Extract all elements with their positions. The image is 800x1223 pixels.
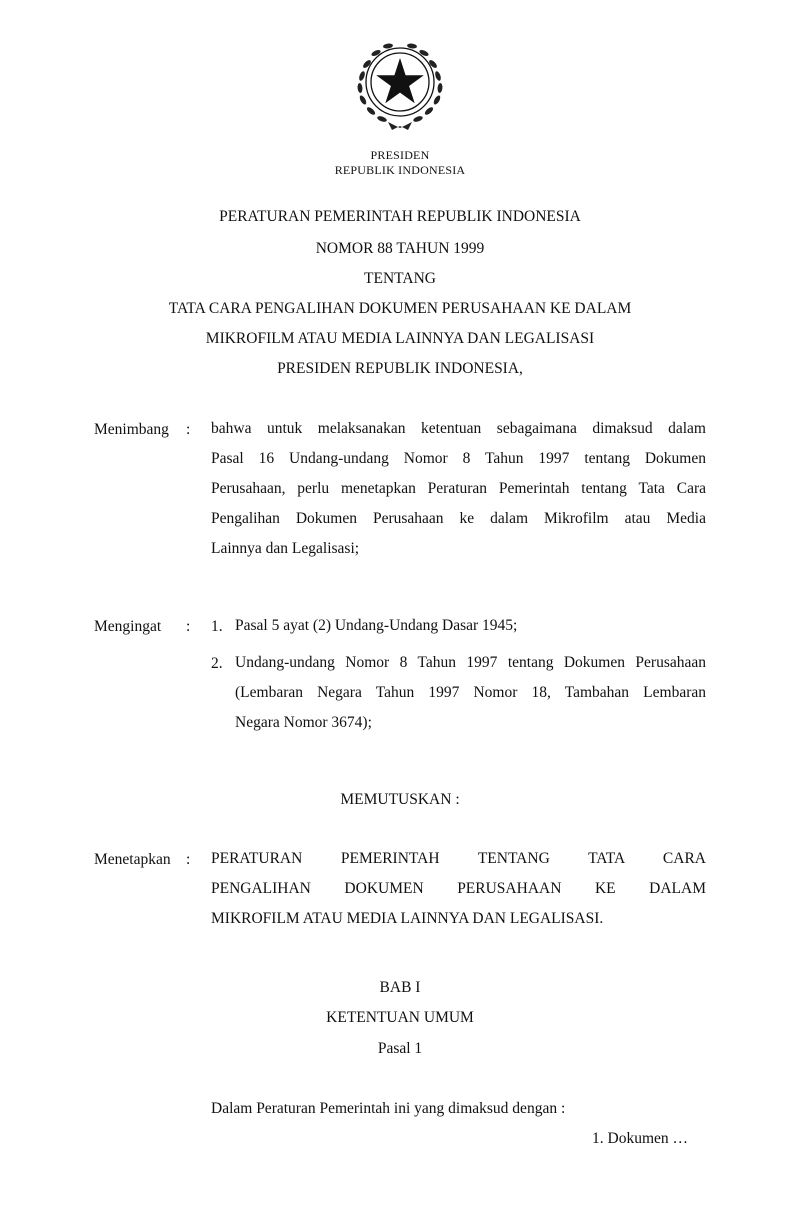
mengingat-item-number: 2. — [211, 655, 223, 672]
menetapkan-text — [211, 844, 706, 934]
article-heading: Pasal 1 — [377, 1040, 423, 1057]
menimbang-text — [211, 414, 706, 564]
header-republik-indonesia: REPUBLIK INDONESIA — [334, 163, 466, 177]
mengingat-item-line: Negara Nomor 3674); — [235, 714, 372, 731]
menimbang-line: Pasal 16 Undang-undang Nomor 8 Tahun 1997 tentang Dokumen — [211, 450, 706, 467]
definitions-intro: Dalam Peraturan Pemerintah ini yang dimaksud dengan : — [211, 1100, 566, 1117]
garuda-seal-icon — [348, 36, 452, 134]
regulation-title: PERATURAN PEMERINTAH REPUBLIK INDONESIA — [219, 208, 581, 225]
menimbang-label: Menimbang — [94, 421, 169, 438]
menimbang-colon: : — [186, 421, 191, 438]
mengingat-item — [235, 611, 706, 641]
menetapkan-line: PENGALIHAN DOKUMEN PERUSAHAAN KE DALAM — [211, 880, 706, 897]
mengingat-item-line: Pasal 5 ayat (2) Undang-Undang Dasar 1945; — [235, 617, 518, 634]
menimbang-line: Lainnya dan Legalisasi; — [211, 540, 360, 557]
regulation-tentang: TENTANG — [364, 270, 436, 287]
menetapkan-line: MIKROFILM ATAU MEDIA LAINNYA DAN LEGALISASI. — [211, 910, 604, 927]
page-continuation: 1. Dokumen … — [592, 1130, 689, 1147]
mengingat-item-line: (Lembaran Negara Tahun 1997 Nomor 18, Tambahan Lembaran — [235, 684, 706, 701]
menimbang-line: Pengalihan Dokumen Perusahaan ke dalam Mikrofilm atau Media — [211, 510, 706, 527]
header-presiden: PRESIDEN — [370, 148, 430, 162]
chapter-title: KETENTUAN UMUM — [326, 1009, 474, 1026]
menetapkan-line: PERATURAN PEMERINTAH TENTANG TATA CARA — [211, 850, 706, 867]
menetapkan-colon: : — [186, 851, 191, 868]
menimbang-line: bahwa untuk melaksanakan ketentuan sebagaimana dimaksud dalam — [211, 420, 706, 437]
chapter-number: BAB I — [379, 979, 421, 996]
mengingat-item-line: Undang-undang Nomor 8 Tahun 1997 tentang Dokumen Perusahaan — [235, 654, 706, 671]
memutuskan-heading: MEMUTUSKAN : — [340, 791, 460, 808]
mengingat-colon: : — [186, 618, 191, 635]
menimbang-line: Perusahaan, perlu menetapkan Peraturan Pemerintah tentang Tata Cara — [211, 480, 706, 497]
regulation-subject-line-2: MIKROFILM ATAU MEDIA LAINNYA DAN LEGALISASI — [205, 330, 595, 347]
regulation-number: NOMOR 88 TAHUN 1999 — [315, 240, 485, 257]
mengingat-item — [235, 648, 706, 738]
regulation-subject-line-1: TATA CARA PENGALIHAN DOKUMEN PERUSAHAAN KE DALAM — [168, 300, 632, 317]
mengingat-label: Mengingat — [94, 618, 162, 635]
menetapkan-label: Menetapkan — [94, 851, 171, 868]
mengingat-item-number: 1. — [211, 618, 223, 635]
issuer-line: PRESIDEN REPUBLIK INDONESIA, — [277, 360, 523, 377]
